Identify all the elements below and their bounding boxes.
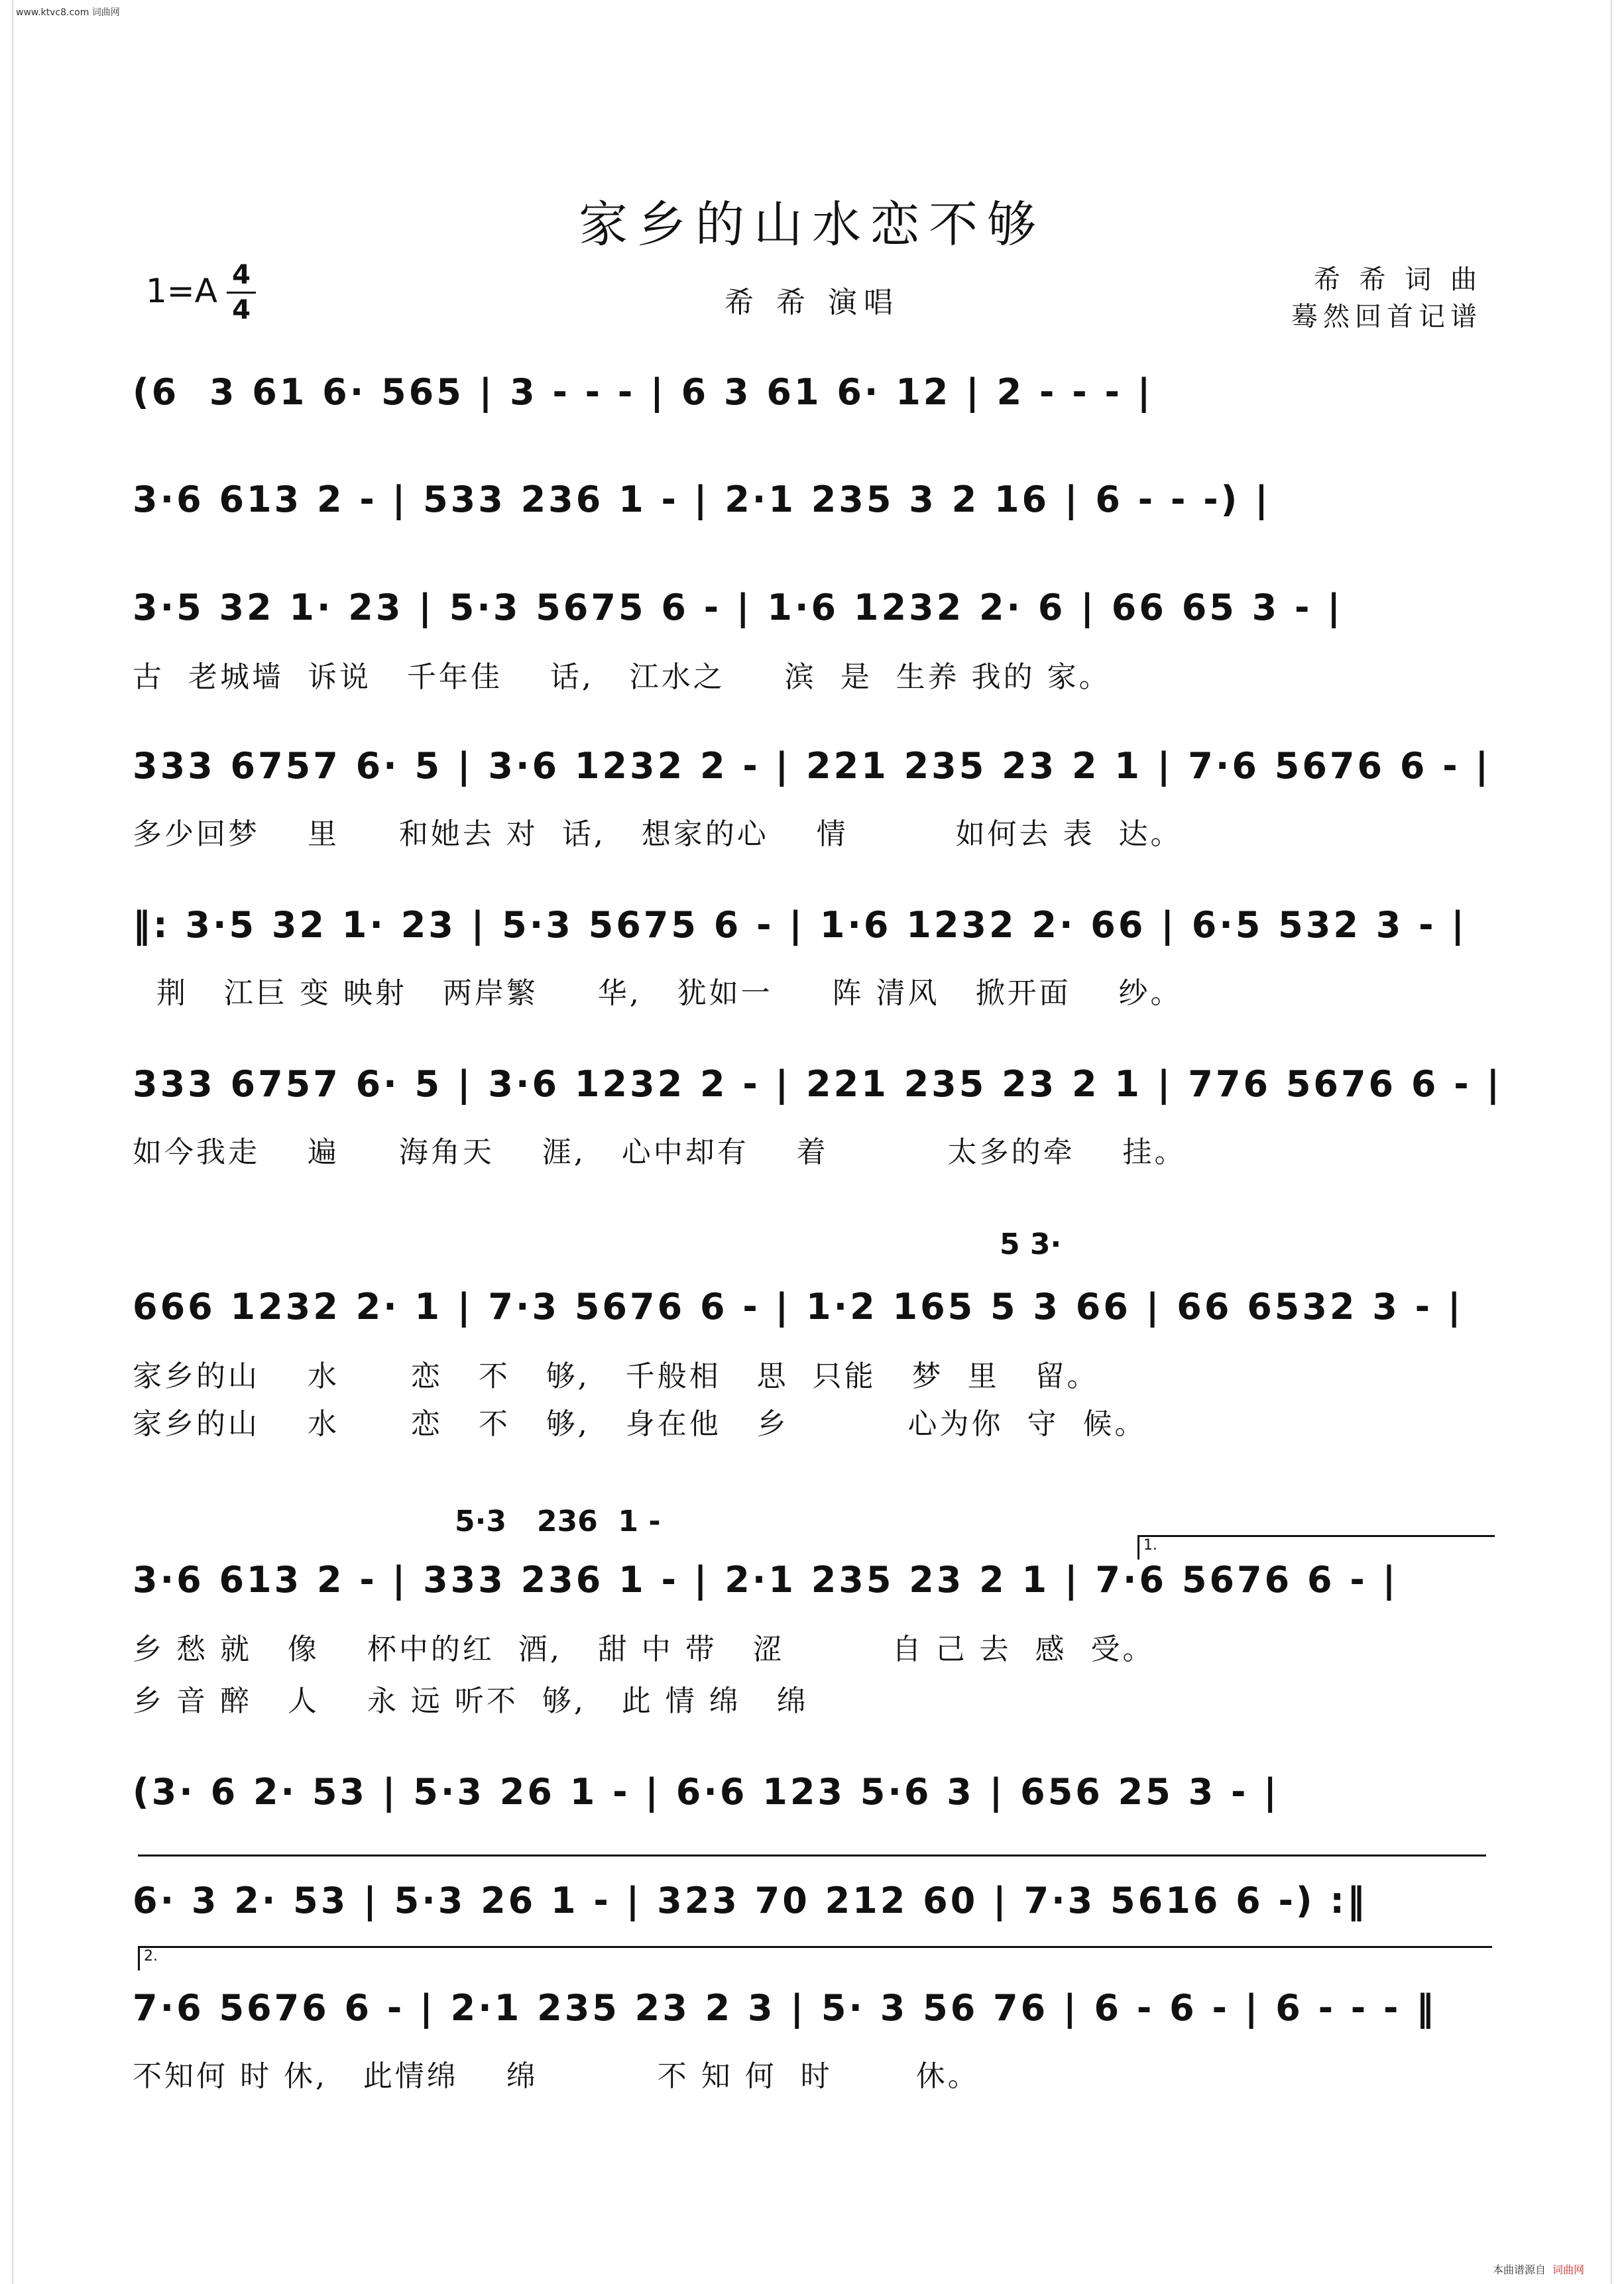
score-system-9: (3· 6 2· 53 | 5·3 26 1 - | 6·6 123 5·6 3 | 656 25 3 - | xyxy=(133,1771,1279,1813)
score-system-2: 3·6 613 2 - | 533 236 1 - | 2·1 235 3 2 16 | 6 - - -) | xyxy=(133,479,1271,520)
score-system-8: 3·6 613 2 - | 333 236 1 - | 2·1 235 23 2 1 | 7·6 5676 6 - | xyxy=(133,1559,1399,1601)
site-header: www.ktvc8.com 词曲网 xyxy=(16,7,120,18)
composer-credit: 希 希 词 曲 xyxy=(1313,264,1482,295)
score-system-11: 7·6 5676 6 - | 2·1 235 23 2 3 | 5· 3 56 76 | 6 - 6 - | 6 - - - ‖ xyxy=(133,1987,1437,2029)
lyric-line: 多少回梦 里 和她去 对 话, 想家的心 情 如何去 表 达。 xyxy=(133,817,1183,851)
score-system-4: 333 6757 6· 5 | 3·6 1232 2 - | 221 235 23 2 1 | 7·6 5676 6 - | xyxy=(133,745,1491,787)
ossia-notes: 5 3· xyxy=(1000,1228,1062,1261)
lyric-line: 乡 愁 就 像 杯中的红 酒, 甜 中 带 涩 自 己 去 感 受。 xyxy=(133,1632,1155,1666)
left-border-decoration xyxy=(7,0,13,2284)
song-title: 家乡的山水恋不够 xyxy=(579,196,1045,253)
right-border-decoration xyxy=(1611,0,1617,2284)
lyric-line: 家乡的山 水 恋 不 够, 千般相 思 只能 梦 里 留。 xyxy=(133,1359,1099,1393)
footer-source xyxy=(1493,2261,1584,2277)
time-signature-top: 4 xyxy=(232,260,251,290)
second-ending-bracket: 2. xyxy=(138,1946,1492,1970)
lyric-line: 家乡的山 水 恋 不 够, 身在他 乡 心为你 守 候。 xyxy=(133,1407,1147,1441)
transcriber-credit: 蓦然回首记谱 xyxy=(1291,302,1482,332)
lyric-line: 乡 音 醉 人 永 远 听不 够, 此 情 绵 绵 xyxy=(133,1684,809,1718)
lyric-line: 荆 江巨 变 映射 两岸繁 华, 犹如一 阵 清风 掀开面 纱。 xyxy=(133,976,1183,1010)
score-system-7: 666 1232 2· 1 | 7·3 5676 6 - | 1·2 165 5 3 66 | 66 6532 3 - | xyxy=(133,1286,1464,1328)
singer-credit: 希 希 演唱 xyxy=(725,286,899,319)
score-system-3: 3·5 32 1· 23 | 5·3 5675 6 - | 1·6 1232 2· 6 | 66 65 3 - | xyxy=(133,587,1343,628)
key-signature: 1=A xyxy=(146,272,217,310)
footer-source-text: 本曲谱源自 xyxy=(1492,2263,1546,2276)
lyric-line: 不知何 时 休, 此情绵 绵 不 知 何 时 休。 xyxy=(133,2059,980,2093)
first-ending-bracket: 1. xyxy=(1137,1535,1495,1560)
lyric-line: 如今我走 遍 海角天 涯, 心中却有 着 太多的牵 挂。 xyxy=(133,1135,1187,1169)
lyric-line: 古 老城墙 诉说 千年佳 话, 江水之 滨 是 生养 我的 家。 xyxy=(133,660,1111,694)
score-system-6: 333 6757 6· 5 | 3·6 1232 2 - | 221 235 23 2 1 | 776 5676 6 - | xyxy=(133,1063,1503,1105)
ossia-notes: 5·3 236 1 - xyxy=(455,1505,661,1538)
staff-divider-line xyxy=(138,1855,1486,1856)
score-system-1: (6 3 61 6· 565 | 3 - - - | 6 3 61 6· 12 | 2 - - - | xyxy=(133,371,1153,413)
score-system-5: ‖: 3·5 32 1· 23 | 5·3 5675 6 - | 1·6 1232 2· 66 | 6·5 532 3 - | xyxy=(133,904,1468,946)
footer-brand: 词曲网 xyxy=(1552,2263,1584,2276)
score-system-10: 6· 3 2· 53 | 5·3 26 1 - | 323 70 212 60 | 7·3 5616 6 -) :‖ xyxy=(133,1880,1367,1921)
time-signature-bottom: 4 xyxy=(232,295,251,325)
